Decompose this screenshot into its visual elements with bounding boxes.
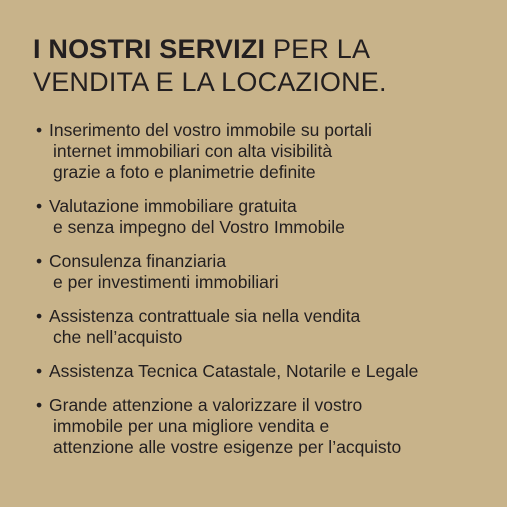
service-text: attenzione alle vostre esigenze per l’acquisto — [53, 437, 402, 457]
service-text: immobile per una migliore vendita e — [53, 416, 330, 436]
service-text: e per investimenti immobiliari — [53, 272, 279, 292]
service-text: Inserimento del vostro immobile su portali — [49, 120, 372, 140]
heading-second-line: VENDITA E LA LOCAZIONE. — [33, 67, 387, 97]
service-item — [36, 306, 486, 348]
bullet-icon: • — [36, 306, 43, 326]
service-item — [36, 120, 486, 183]
service-text: grazie a foto e planimetrie definite — [53, 162, 316, 182]
service-item — [36, 196, 486, 238]
service-text: Assistenza Tecnica Catastale, Notarile e Legale — [49, 361, 419, 381]
bullet-icon: • — [36, 395, 43, 415]
bullet-icon: • — [36, 196, 43, 216]
services-heading — [33, 33, 387, 99]
service-item — [36, 251, 486, 293]
service-text: Consulenza finanziaria — [49, 251, 227, 271]
bullet-icon: • — [36, 251, 43, 271]
service-text: Assistenza contrattuale sia nella vendita — [49, 306, 361, 326]
heading-bold-part: I NOSTRI SERVIZI — [33, 34, 266, 64]
heading-regular-part: PER LA — [272, 34, 371, 64]
service-text: Grande attenzione a valorizzare il vostro — [49, 395, 363, 415]
service-text: internet immobiliari con alta visibilità — [53, 141, 333, 161]
service-text: che nell’acquisto — [53, 327, 183, 347]
bullet-icon: • — [36, 120, 43, 140]
service-text: Valutazione immobiliare gratuita — [49, 196, 297, 216]
service-item — [36, 361, 486, 382]
service-item — [36, 395, 486, 458]
services-list — [36, 120, 486, 471]
service-text: e senza impegno del Vostro Immobile — [53, 217, 345, 237]
bullet-icon: • — [36, 361, 43, 381]
